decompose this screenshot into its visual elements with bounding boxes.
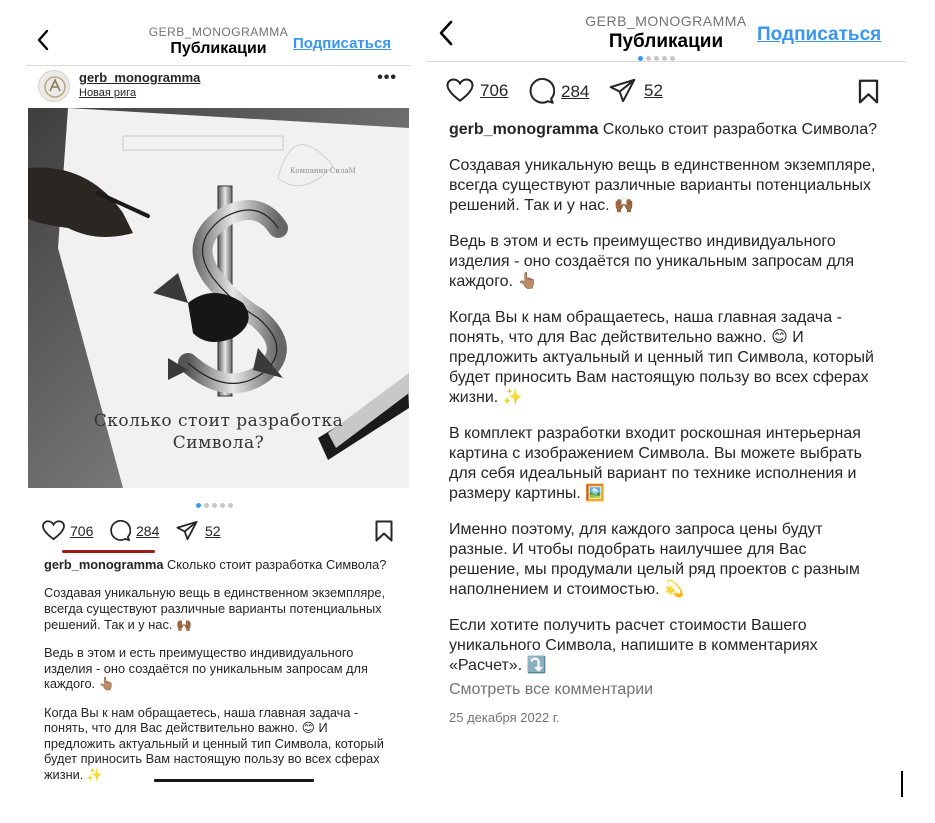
caption-username[interactable]: gerb_monogramma <box>449 121 599 138</box>
comment-button[interactable] <box>528 78 589 105</box>
follow-button[interactable]: Подписаться <box>757 24 882 45</box>
redaction-mark <box>154 779 314 782</box>
like-button[interactable] <box>42 520 93 541</box>
monogram-logo-icon <box>39 71 70 102</box>
comments-count[interactable]: 284 <box>561 81 590 101</box>
caption-paragraph: В комплект разработки входит роскошная интерьерная картина с изображением Символа. Вы можете выбрать для себя идеальный вариант по технике исполнения и размеру картины. 🖼️ <box>449 425 863 502</box>
caption-lead <box>44 557 396 573</box>
post-actions <box>26 518 411 546</box>
image-logo-text: Компания СилаМ <box>290 167 356 175</box>
share-button[interactable] <box>176 520 221 541</box>
comments-count[interactable]: 284 <box>136 523 160 539</box>
send-icon <box>176 520 198 541</box>
caption-paragraph: Ведь в этом и есть преимущество индивидуального изделия - оно создаётся по уникальным запросам для каждого. 👆🏽 <box>449 233 854 290</box>
caption-lead-text: Сколько стоит разработка Символа? <box>167 557 387 572</box>
likes-count[interactable]: 706 <box>70 522 94 539</box>
carousel-dots <box>196 503 233 508</box>
carousel-dot[interactable] <box>212 503 217 508</box>
carousel-dot[interactable] <box>646 56 651 61</box>
comment-icon <box>109 520 131 542</box>
text-cursor <box>901 771 903 797</box>
post-actions <box>426 76 906 108</box>
post-author <box>26 66 411 108</box>
comment-icon <box>528 78 555 105</box>
bookmark-icon <box>858 79 879 104</box>
left-screenshot <box>26 0 411 800</box>
avatar[interactable] <box>38 70 70 102</box>
carousel-dot[interactable] <box>220 503 225 508</box>
like-button[interactable] <box>446 78 508 103</box>
caption-paragraph: Когда Вы к нам обращаетесь, наша главная задача - понять, что для Вас действительно важно. 😊 И предложить актуальный и ценный тип Символа, который будет приносить Вам настоящую пользу во всех сферах жизни. ✨ <box>449 309 874 406</box>
caption-paragraph: Создавая уникальную вещь в единственном экземпляре, всегда существуют различные варианты потенциальных решений. Так и у нас. 🙌🏾 <box>44 585 386 632</box>
right-screenshot <box>426 0 906 800</box>
shares-count[interactable]: 52 <box>644 80 663 100</box>
caption-lead <box>449 120 879 140</box>
heart-icon <box>42 520 65 541</box>
caption-lead-text: Сколько стоит разработка Символа? <box>602 121 878 138</box>
heart-icon <box>446 78 474 103</box>
post-image[interactable] <box>28 108 409 488</box>
view-all-comments-link[interactable]: Смотреть все комментарии <box>449 681 654 698</box>
header-owner: GERB_MONOGRAMMA <box>585 13 747 29</box>
page-title: Публикации <box>170 40 267 57</box>
left-header <box>26 0 411 66</box>
annotation-underline <box>62 550 155 553</box>
comment-button[interactable] <box>109 520 159 542</box>
image-caption-line2: Символа? <box>172 433 265 453</box>
carousel-dot[interactable] <box>654 56 659 61</box>
carousel-dot[interactable] <box>228 503 233 508</box>
save-button[interactable] <box>858 79 879 109</box>
caption-paragraph: Когда Вы к нам обращаетесь, наша главная задача - понять, что для Вас действительно важно. 😊 И предложить актуальный и ценный тип Символа, который будет приносить Вам настоящую пользу во всех сферах жизни. ✨ <box>44 704 384 782</box>
likes-count[interactable]: 706 <box>480 80 509 100</box>
carousel-dot[interactable] <box>662 56 667 61</box>
post-caption <box>449 120 879 728</box>
caption-username[interactable]: gerb_monogramma <box>44 557 164 572</box>
carousel-dots <box>638 56 675 61</box>
caption-paragraph: Если хотите получить расчет стоимости Вашего уникального Символа, напишите в комментариях «Расчет». ⤵️ <box>449 617 818 674</box>
image-caption <box>28 410 409 454</box>
bookmark-icon <box>375 520 393 542</box>
author-username[interactable]: gerb_monogramma <box>79 70 201 85</box>
send-icon <box>609 78 636 103</box>
post-caption <box>44 557 396 795</box>
carousel-dot[interactable] <box>204 503 209 508</box>
carousel-dot[interactable] <box>196 503 201 508</box>
carousel-dot[interactable] <box>670 56 675 61</box>
right-header <box>426 0 906 62</box>
author-location[interactable]: Новая рига <box>79 87 137 99</box>
image-caption-line1: Сколько стоит разработка <box>93 411 344 431</box>
carousel-dot[interactable] <box>638 56 643 61</box>
share-button[interactable] <box>609 78 663 103</box>
header-owner: GERB_MONOGRAMMA <box>148 25 289 39</box>
page-title: Публикации <box>608 31 724 52</box>
save-button[interactable] <box>375 520 393 545</box>
caption-paragraph: Ведь в этом и есть преимущество индивидуального изделия - оно создаётся по уникальным запросам для каждого. 👆🏽 <box>44 644 368 692</box>
caption-paragraph: Создавая уникальную вещь в единственном экземпляре, всегда существуют различные варианты потенциальных решений. Так и у нас. 🙌🏾 <box>449 157 876 214</box>
caption-paragraph: Именно поэтому, для каждого запроса цены будут разные. И чтобы подобрать наилучшее для Вас решение, мы продумали целый ряд проектов с разным наполнением и стоимостью. 💫 <box>449 521 860 598</box>
shares-count[interactable]: 52 <box>205 522 221 539</box>
post-date: 25 декабря 2022 г. <box>449 710 560 725</box>
more-options-button[interactable]: ••• <box>377 69 397 86</box>
follow-button[interactable]: Подписаться <box>293 35 392 52</box>
